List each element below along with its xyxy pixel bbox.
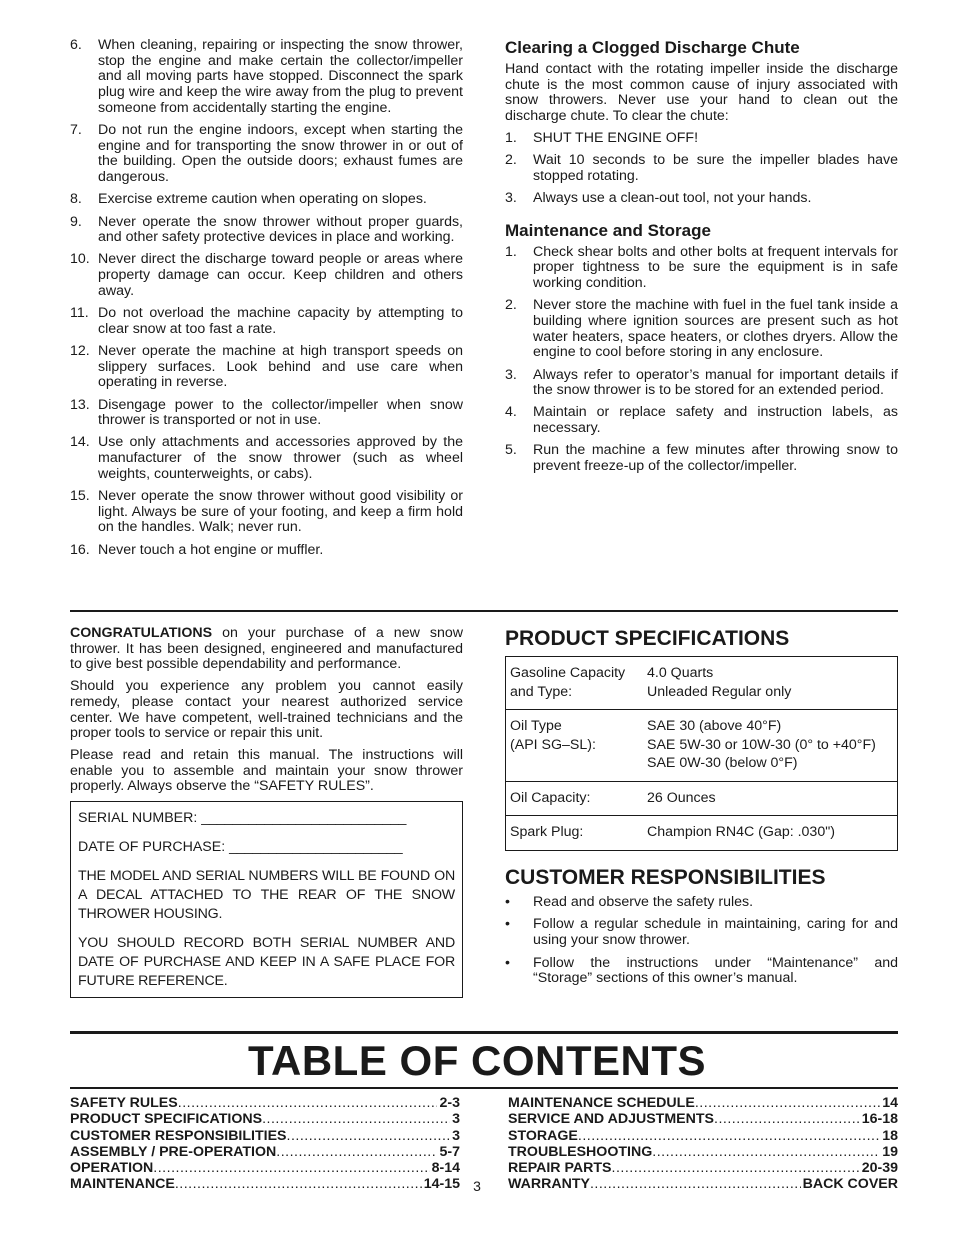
item-number: 4.	[505, 404, 517, 421]
clogged-chute-heading: Clearing a Clogged Discharge Chute	[505, 38, 800, 57]
toc-entry-label: MAINTENANCE	[70, 1176, 175, 1193]
safety-rule-item	[70, 435, 463, 482]
safety-rule-item	[70, 123, 463, 186]
toc-entry-page: 20-39	[861, 1160, 898, 1177]
item-text: Wait 10 seconds to be sure the impeller blades have stopped rotating.	[533, 152, 898, 184]
safety-rule-item	[70, 306, 463, 337]
item-text: Never operate the machine at high transport speeds on slippery surfaces. Look behind and use care when operating in reverse.	[98, 342, 463, 391]
item-number: 12.	[70, 342, 90, 359]
item-number: 5.	[505, 442, 517, 459]
toc-entry-page: 3	[452, 1111, 460, 1128]
spec-label: Spark Plug:	[506, 816, 642, 851]
toc-entry	[508, 1160, 898, 1176]
bullet: •	[505, 954, 510, 971]
responsibility-item	[505, 956, 898, 987]
product-specifications-table	[505, 656, 898, 851]
toc-entry	[70, 1095, 460, 1111]
item-number: 14.	[70, 434, 90, 451]
toc-entry-page: BACK COVER	[802, 1176, 898, 1193]
toc-entry-page: 5-7	[439, 1143, 460, 1160]
item-number: 13.	[70, 396, 90, 413]
toc-entry-label: ASSEMBLY / PRE-OPERATION	[70, 1143, 277, 1160]
toc-dot-leader	[262, 1111, 450, 1127]
safety-rules-right-column	[505, 38, 898, 481]
clogged-chute-steps	[505, 131, 898, 207]
item-text: Always use a clean-out tool, not your hands.	[533, 189, 812, 206]
safety-rule-item	[70, 489, 463, 536]
toc-entry-page: 16-18	[861, 1111, 898, 1128]
toc-entry-label: WARRANTY	[508, 1176, 590, 1193]
safety-rule-item	[70, 192, 463, 208]
item-text: Always refer to operator’s manual for important details if the snow thrower is to be stored for an extended period.	[533, 366, 898, 399]
item-text: SHUT THE ENGINE OFF!	[533, 129, 699, 146]
safety-rule-item	[70, 398, 463, 429]
maintenance-step	[505, 443, 898, 474]
item-number: 7.	[70, 122, 82, 139]
item-text: Never direct the discharge toward people or areas where property damage can occur. Keep children and others away.	[98, 251, 463, 299]
toc-dot-leader	[153, 1160, 429, 1176]
toc-entry	[508, 1095, 898, 1111]
safety-rules-list	[70, 38, 463, 558]
item-text: Do not overload the machine capacity by attempting to clear snow at too fast a rate.	[98, 305, 463, 337]
item-number: 6.	[70, 37, 82, 53]
toc-dot-leader	[276, 1144, 437, 1160]
retain-manual-paragraph: Please read and retain this manual. The instructions will enable you to assemble and maintain your snow thrower properly. Always observe the “SAFETY RULES”.	[70, 746, 463, 795]
toc-dot-leader	[178, 1095, 438, 1111]
item-text: Never store the machine with fuel in the fuel tank inside a building where ignition sources are present such as hot water heaters, space heaters, or clothes dryers. Allow the engine to cool before storing in any enclosure.	[533, 297, 898, 361]
toc-entry-label: TROUBLESHOOTING	[508, 1143, 653, 1160]
maintenance-step	[505, 298, 898, 361]
safety-rule-item	[70, 215, 463, 246]
item-number: 2.	[505, 297, 517, 314]
safety-rule-item	[70, 38, 463, 117]
maintenance-step	[505, 405, 898, 436]
toc-dot-leader	[612, 1160, 860, 1176]
congratulations-section	[70, 626, 463, 998]
toc-entry-page: 2-3	[439, 1095, 460, 1111]
customer-responsibilities-heading: CUSTOMER RESPONSIBILITIES	[505, 865, 826, 889]
toc-entry-page: 18	[882, 1127, 898, 1144]
item-number: 15.	[70, 488, 90, 505]
spec-value: SAE 30 (above 40°F) SAE 5W-30 or 10W-30 (0° to +40°F) SAE 0W-30 (below 0°F)	[641, 710, 898, 782]
toc-entry-label: PRODUCT SPECIFICATIONS	[70, 1111, 263, 1128]
item-number: 9.	[70, 213, 82, 230]
safety-rule-item	[70, 344, 463, 391]
item-text: Use only attachments and accessories approved by the manufacturer of the snow thrower (such as wheel weights, counterweights, or cabs).	[98, 434, 463, 482]
toc-bottom-divider	[70, 1087, 898, 1089]
responsibility-item	[505, 917, 898, 948]
page-number: 3	[473, 1178, 481, 1194]
item-text: Never operate the snow thrower without good visibility or light. Always be sure of your footing, and keep a firm hold on the handles. Walk; never run.	[98, 488, 463, 536]
spec-row	[506, 816, 898, 851]
maintenance-step	[505, 245, 898, 292]
safety-rules-continued	[70, 38, 463, 565]
item-number: 3.	[505, 366, 517, 383]
safety-rule-item	[70, 252, 463, 299]
toc-top-divider	[70, 1031, 898, 1034]
item-text: Maintain or replace safety and instruction labels, as necessary.	[533, 404, 898, 437]
clogged-chute-step	[505, 131, 898, 147]
toc-entry	[508, 1128, 898, 1144]
item-text: Do not run the engine indoors, except when starting the engine and for transporting the snow thrower in or out of the building. Open the outside doors; exhaust fumes are dangerous.	[98, 122, 463, 186]
toc-dot-leader	[695, 1095, 880, 1111]
item-number: 10.	[70, 251, 90, 268]
spec-value: 26 Ounces	[641, 781, 898, 816]
table-of-contents-title: TABLE OF CONTENTS	[247, 1037, 707, 1084]
toc-entry-label: MAINTENANCE SCHEDULE	[508, 1095, 695, 1111]
toc-entry-page: 8-14	[431, 1160, 460, 1177]
toc-entry	[70, 1128, 460, 1144]
bullet: •	[505, 893, 510, 910]
toc-entry-page: 19	[882, 1143, 898, 1160]
toc-entry-page: 14	[882, 1095, 898, 1111]
item-number: 16.	[70, 541, 90, 558]
toc-entry-label: CUSTOMER RESPONSIBILITIES	[70, 1127, 287, 1144]
maintenance-storage-heading: Maintenance and Storage	[505, 220, 711, 240]
serial-number-box	[70, 801, 463, 998]
safety-rule-item	[70, 543, 463, 559]
toc-entry-label: OPERATION	[70, 1160, 154, 1177]
toc-entry	[508, 1144, 898, 1160]
item-text: When cleaning, repairing or inspecting the snow thrower, stop the engine and make certain the collector/impeller and all moving parts have stopped. Disconnect the spark plug wire and keep the wire away from the plug to prevent someone from accidentally starting the engine.	[98, 37, 463, 116]
item-text: Never touch a hot engine or muffler.	[98, 541, 324, 558]
spec-label: Gasoline Capacity and Type:	[506, 657, 642, 710]
toc-entry	[70, 1111, 460, 1127]
spec-row	[506, 781, 898, 816]
item-text: Exercise extreme caution when operating on slopes.	[98, 191, 427, 208]
spec-label: Oil Capacity:	[506, 781, 642, 816]
spec-label: Oil Type (API SG–SL):	[506, 710, 642, 782]
item-text: Never operate the snow thrower without proper guards, and other safety protective devices in place and working.	[98, 213, 463, 246]
responsibility-item	[505, 895, 898, 911]
toc-entry-label: REPAIR PARTS	[508, 1160, 612, 1177]
responsibility-text: Read and observe the safety rules.	[533, 893, 754, 910]
serial-number-field: SERIAL NUMBER: __________________________	[78, 810, 407, 827]
toc-entry-page: 3	[452, 1127, 460, 1144]
service-paragraph: Should you experience any problem you cannot easily remedy, please contact your nearest authorized service center. We have competent, well-trained technicians and the proper tools to service or repair this unit.	[70, 678, 463, 742]
item-number: 1.	[505, 243, 517, 260]
product-specifications-heading: PRODUCT SPECIFICATIONS	[505, 627, 790, 650]
serial-location-note: THE MODEL AND SERIAL NUMBERS WILL BE FOUND ON A DECAL ATTACHED TO THE REAR OF THE SNOW THROWER HOUSING.	[78, 868, 455, 923]
item-number: 1.	[505, 129, 517, 146]
toc-entry	[70, 1160, 460, 1176]
section-divider	[70, 610, 898, 612]
spec-row	[506, 657, 898, 710]
item-text: Disengage power to the collector/impeller when snow thrower is transported or not in use.	[98, 396, 463, 429]
toc-entry-label: STORAGE	[508, 1127, 578, 1144]
clogged-chute-intro: Hand contact with the rotating impeller inside the discharge chute is the most common cause of injury associated with snow throwers. Never use your hand to clean out the discharge chute. To clear the chute:	[505, 61, 898, 125]
spec-row	[506, 710, 898, 782]
congratulations-lead: CONGRATULATIONS	[70, 625, 213, 641]
bullet: •	[505, 916, 510, 933]
toc-entry-label: SAFETY RULES	[70, 1095, 178, 1111]
item-number: 8.	[70, 191, 82, 208]
item-number: 11.	[70, 305, 89, 322]
toc-dot-leader	[652, 1144, 880, 1160]
spec-value: 4.0 Quarts Unleaded Regular only	[641, 657, 898, 710]
toc-dot-leader	[714, 1111, 860, 1127]
maintenance-storage-steps	[505, 245, 898, 475]
item-number: 3.	[505, 189, 517, 206]
clogged-chute-step	[505, 191, 898, 207]
specifications-section	[505, 626, 898, 994]
maintenance-step	[505, 368, 898, 399]
record-note: YOU SHOULD RECORD BOTH SERIAL NUMBER AND DATE OF PURCHASE AND KEEP IN A SAFE PLACE FOR FUTURE REFERENCE.	[78, 935, 455, 990]
item-text: Run the machine a few minutes after throwing snow to prevent freeze-up of the collector/impeller.	[533, 442, 898, 475]
toc-entry	[508, 1111, 898, 1127]
date-of-purchase-field: DATE OF PURCHASE: ______________________	[78, 839, 403, 856]
item-text: Check shear bolts and other bolts at frequent intervals for proper tightness to be sure the equipment is in safe working condition.	[533, 243, 898, 292]
item-number: 2.	[505, 152, 517, 169]
customer-responsibilities-list	[505, 895, 898, 988]
responsibility-text: Follow the instructions under “Maintenance” and “Storage” sections of this owner’s manual.	[533, 954, 898, 987]
congratulations-paragraph: CONGRATULATIONS on your purchase of a new snow thrower. It has been designed, engineered and manufactured to give best possible dependability and performance.	[70, 625, 463, 673]
toc-entry-label: SERVICE AND ADJUSTMENTS	[508, 1111, 715, 1128]
responsibility-text: Follow a regular schedule in maintaining, caring for and using your snow thrower.	[533, 916, 898, 948]
clogged-chute-step	[505, 153, 898, 184]
spec-value: Champion RN4C (Gap: .030")	[641, 816, 898, 851]
toc-entry-page: 14-15	[423, 1176, 460, 1193]
toc-dot-leader	[578, 1128, 880, 1144]
toc-dot-leader	[287, 1128, 451, 1144]
toc-entry	[70, 1144, 460, 1160]
